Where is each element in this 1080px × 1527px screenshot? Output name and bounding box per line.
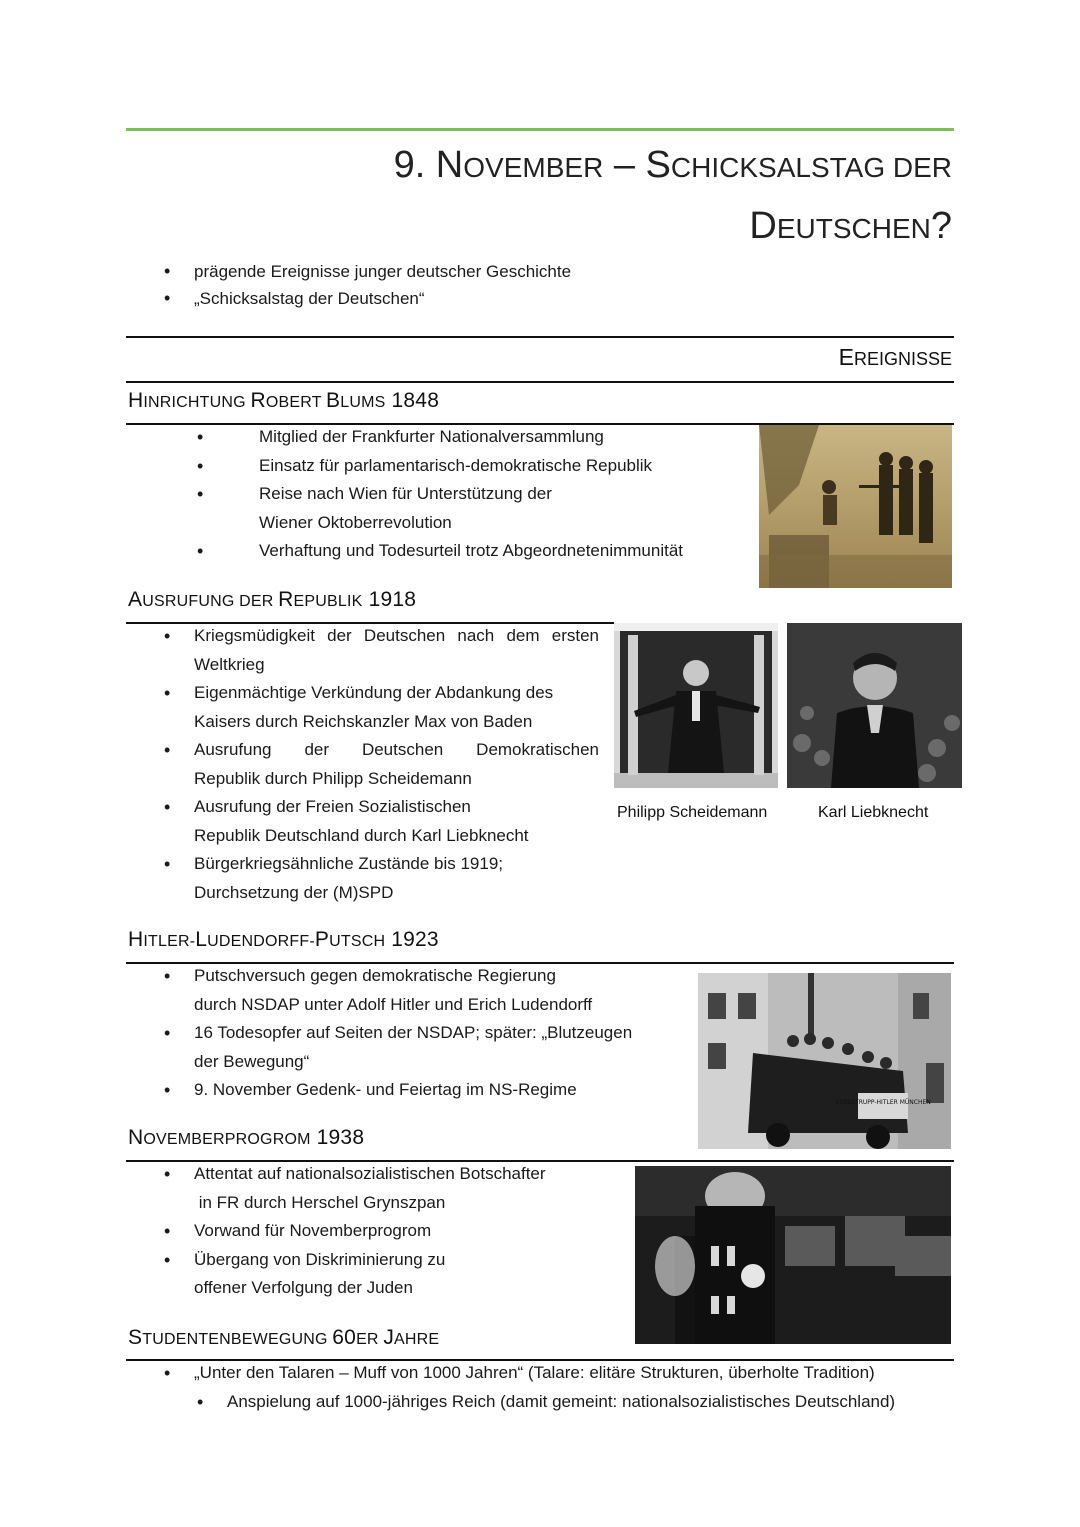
list-item: • prägende Ereignisse junger deutscher Geschichte bbox=[194, 258, 571, 285]
section-heading-republik: AUSRUFUNG DER REPUBLIK 1918 bbox=[128, 588, 417, 611]
list-item: • Attentat auf nationalsozialistischen Botschafter bbox=[194, 1160, 624, 1189]
list-item: Kaisers durch Reichskanzler Max von Baden bbox=[194, 711, 533, 731]
caption-scheidemann: Philipp Scheidemann bbox=[617, 804, 768, 821]
list-item: Weltkrieg bbox=[194, 654, 265, 674]
divider bbox=[126, 336, 954, 338]
list-item: • Übergang von Diskriminierung zu bbox=[194, 1246, 624, 1275]
list-item: • Putschversuch gegen demokratische Regierung bbox=[194, 962, 684, 991]
pogrom-list bbox=[194, 1160, 624, 1303]
list-item: • „Unter den Talaren – Muff von 1000 Jahren“ (Talare: elitäre Strukturen, überholte Tradition) bbox=[194, 1359, 954, 1388]
list-item: der Bewegung“ bbox=[194, 1051, 310, 1071]
blum-list bbox=[259, 423, 749, 566]
list-item: durch NSDAP unter Adolf Hitler und Erich Ludendorff bbox=[194, 994, 593, 1014]
putsch-truck-photo bbox=[698, 973, 951, 1149]
list-item: • Anspielung auf 1000-jähriges Reich (damit gemeint: nationalsozialistisches Deutschland) bbox=[227, 1388, 954, 1417]
section-heading-blum: HINRICHTUNG ROBERT BLUMS 1848 bbox=[128, 389, 440, 412]
republik-list bbox=[194, 622, 599, 907]
list-item: offener Verfolgung der Juden bbox=[194, 1278, 413, 1297]
list-item: Wiener Oktoberrevolution bbox=[259, 512, 452, 532]
list-item: • 9. November Gedenk- und Feiertag im NS-Regime bbox=[194, 1076, 684, 1105]
list-item: • Eigenmächtige Verkündung der Abdankung des bbox=[194, 679, 599, 708]
scheidemann-photo bbox=[614, 623, 778, 788]
list-item: • „Schicksalstag der Deutschen“ bbox=[194, 285, 571, 312]
list-item: • Kriegsmüdigkeit der Deutschen nach dem ersten bbox=[194, 622, 599, 651]
section-heading-studenten: STUDENTENBEWEGUNG 60ER JAHRE bbox=[128, 1326, 440, 1349]
list-item: • Reise nach Wien für Unterstützung der bbox=[259, 480, 749, 509]
burning-synagogue-photo bbox=[635, 1166, 951, 1344]
list-item: Republik Deutschland durch Karl Liebknecht bbox=[194, 825, 529, 845]
blum-execution-image bbox=[759, 425, 952, 588]
list-item: • Bürgerkriegsähnliche Zustände bis 1919; bbox=[194, 850, 599, 879]
putsch-list bbox=[194, 962, 684, 1105]
section-heading-putsch: HITLER-LUDENDORFF-PUTSCH 1923 bbox=[128, 928, 439, 951]
intro-list bbox=[194, 258, 571, 312]
list-item: • Einsatz für parlamentarisch-demokratische Republik bbox=[259, 452, 749, 481]
divider bbox=[126, 381, 954, 383]
caption-liebknecht: Karl Liebknecht bbox=[818, 804, 929, 821]
list-item: • Ausrufung der Deutschen Demokratischen bbox=[194, 736, 599, 765]
list-item: Durchsetzung der (M)SPD bbox=[194, 882, 394, 902]
liebknecht-photo bbox=[787, 623, 962, 788]
page-title: 9. NOVEMBER – SCHICKSALSTAG DER DEUTSCHEN? bbox=[393, 144, 952, 247]
list-item: • Mitglied der Frankfurter Nationalversammlung bbox=[259, 423, 749, 452]
studenten-list bbox=[194, 1359, 954, 1416]
list-item: • Verhaftung und Todesurteil trotz Abgeordnetenimmunität bbox=[259, 537, 749, 566]
list-item: Republik durch Philipp Scheidemann bbox=[194, 768, 472, 788]
list-item: • 16 Todesopfer auf Seiten der NSDAP; später: „Blutzeugen bbox=[194, 1019, 684, 1048]
list-item: • Ausrufung der Freien Sozialistischen bbox=[194, 793, 599, 822]
top-accent-rule bbox=[126, 128, 954, 131]
events-heading: EREIGNISSE bbox=[838, 344, 952, 370]
list-item: in FR durch Herschel Grynszpan bbox=[194, 1192, 446, 1212]
svg-text:STOSSTRUPP-HITLER MÜNCHEN: STOSSTRUPP-HITLER MÜNCHEN bbox=[835, 1099, 931, 1106]
list-item: • Vorwand für Novemberprogrom bbox=[194, 1217, 624, 1246]
section-heading-pogrom: NOVEMBERPROGROM 1938 bbox=[128, 1126, 365, 1149]
